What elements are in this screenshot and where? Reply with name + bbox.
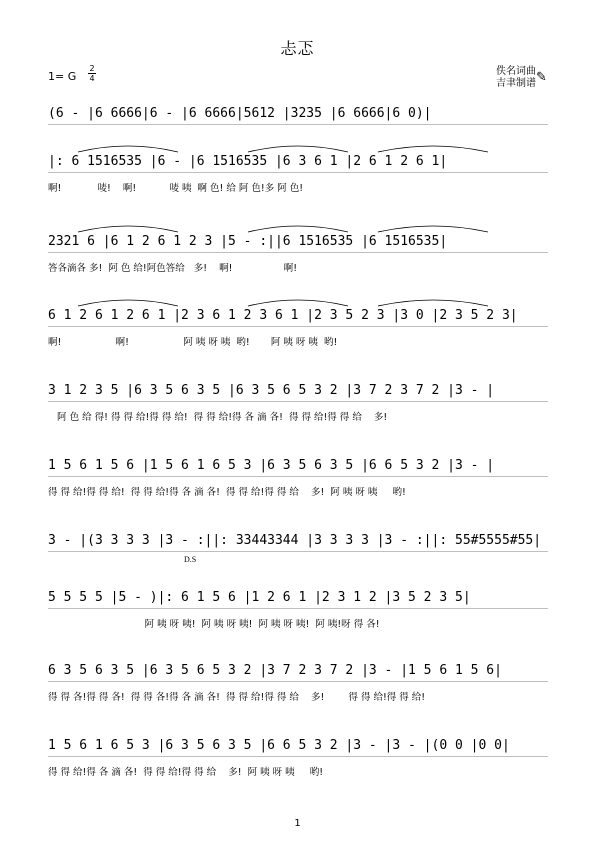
notation-line: 3 1 2 3 5 |6 3 5 6 3 5 |6 3 5 6 5 3 2 |3 7 2 3 7 2 |3 - |: [48, 383, 495, 398]
notation-line: 6 1 2 6 1 2 6 1 |2 3 6 1 2 3 6 1 |2 3 5 2 3 |3 0 |2 3 5 2 3|: [48, 308, 518, 323]
notation-line: 3 - |(3 3 3 3 |3 - :||: 33443344 |3 3 3 3 |3 - :||: 55#5555#55|: [48, 533, 542, 548]
beam-line: [48, 124, 548, 125]
lyrics-line: 阿 咦 呀 咦! 阿 咦 呀 咦! 阿 咦 呀 咦! 阿 咦!呀 得 各!: [48, 619, 380, 630]
song-title: 忐忑: [280, 39, 315, 58]
beam-line: [48, 551, 548, 552]
page-number: 1: [294, 818, 301, 829]
notation-line: 2321 6 |6 1 2 6 1 2 3 |5 - :||6 1516535 |6 1516535|: [48, 234, 448, 249]
beam-line: [48, 681, 548, 682]
key-signature: 1= G: [48, 70, 77, 83]
pen-stamp-icon: ✎: [536, 70, 547, 85]
lyrics-line: 啊! 啊! 阿 咦 呀 咦 哟! 阿 咦 呀 咦 哟!: [48, 337, 338, 348]
meter-top: 2: [89, 64, 95, 73]
notation-line: 5 5 5 5 |5 - )|: 6 1 5 6 |1 2 6 1 |2 3 1 2 |3 5 2 3 5|: [48, 590, 471, 605]
lyrics-line: 得 得 给!得 各 滴 各! 得 得 给!得 得 给 多! 阿 咦 呀 咦 哟!: [48, 767, 324, 778]
lyrics-line: 阿 色 给 得! 得 得 给!得 得 给! 得 得 给!得 各 滴 各! 得 得 给!得 得 给 多!: [48, 412, 388, 423]
beam-line: [48, 326, 548, 327]
lyrics-line: [48, 561, 548, 575]
credit-lyrics: 佚名词曲: [496, 66, 536, 77]
credit-transcriber: 吉聿制谱: [496, 78, 536, 89]
beam-line: [48, 252, 548, 253]
beam-line: [48, 608, 548, 609]
lyrics-line: 得 得 给!得 得 给! 得 得 给!得 各 滴 各! 得 得 给!得 得 给 多! 阿 咦 呀 咦 哟!: [48, 487, 406, 498]
meter-bottom: 4: [89, 74, 95, 83]
time-signature: [86, 64, 98, 83]
notation-line: (6 - |6 6666|6 - |6 6666|5612 |3235 |6 6666|6 0)|: [48, 106, 432, 121]
beam-line: [48, 401, 548, 402]
notation-line: |: 6 1516535 |6 - |6 1516535 |6 3 6 1 |2 6 1 2 6 1|: [48, 154, 448, 169]
beam-line: [48, 172, 548, 173]
notation-line: 6 3 5 6 3 5 |6 3 5 6 5 3 2 |3 7 2 3 7 2 |3 - |1 5 6 1 5 6|: [48, 663, 502, 678]
beam-line: [48, 476, 548, 477]
ds-mark: D.S: [184, 555, 197, 564]
lyrics-line: 啊! 唛! 啊! 唛 咦 啊 色! 给 阿 色!多 阿 色!: [48, 183, 304, 194]
notation-line: 1 5 6 1 5 6 |1 5 6 1 6 5 3 |6 3 5 6 3 5 |6 6 5 3 2 |3 - |: [48, 458, 495, 473]
lyrics-line: 得 得 各!得 得 各! 得 得 各!得 各 滴 各! 得 得 给!得 得 给 多! 得 得 给!得 得 给!: [48, 692, 426, 703]
notation-line: 1 5 6 1 6 5 3 |6 3 5 6 3 5 |6 6 5 3 2 |3 - |3 - |(0 0 |0 0|: [48, 738, 510, 753]
lyrics-line: 答各滴各 多! 阿 色 给!阿色答给 多! 啊! 啊!: [48, 263, 298, 274]
beam-line: [48, 756, 548, 757]
